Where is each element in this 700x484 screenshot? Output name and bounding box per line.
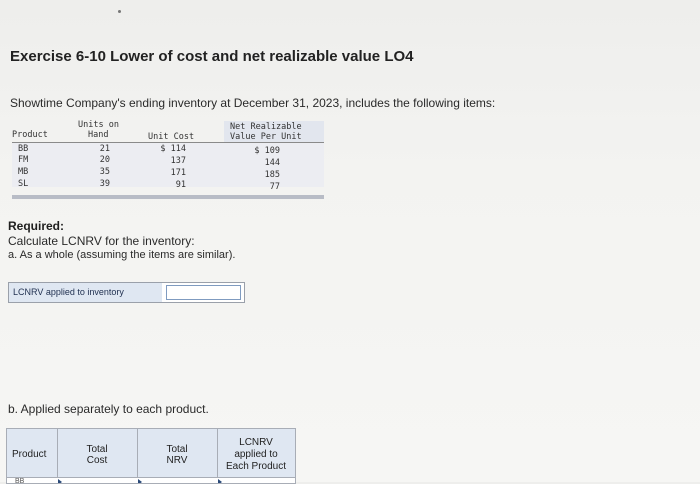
units-cell: 20 (99, 155, 110, 165)
part-b-text: b. Applied separately to each product. (8, 402, 209, 416)
nrv-cell: $ 109 (254, 146, 280, 156)
nrv-cell: 144 (264, 158, 280, 168)
nrv-cell: 185 (264, 170, 280, 180)
units-cell: 35 (99, 167, 110, 177)
product-cell: FM (18, 155, 29, 165)
lcnrv-whole-input[interactable] (166, 285, 241, 300)
units-header-2: Hand (88, 130, 109, 140)
header-rule (12, 142, 324, 143)
product-cell: SL (18, 179, 29, 189)
cost-cell: 171 (170, 168, 186, 178)
lcnrv-whole-label: LCNRV applied to inventory (9, 283, 162, 302)
product-cell: MB (18, 167, 29, 177)
table-row (7, 478, 295, 483)
required-heading: Required: (8, 219, 65, 233)
product-header: Product (12, 130, 48, 140)
product-col-header: Product (12, 449, 47, 460)
cost-cell: 91 (175, 180, 186, 190)
camera-dot (118, 10, 121, 13)
instruction-text: Calculate LCNRV for the inventory: (8, 234, 195, 248)
total-cost-header-2: Cost (86, 455, 108, 466)
total-cost-header-1: Total (86, 444, 108, 455)
product-cell: BB (18, 144, 29, 154)
lcnrv-whole-row (8, 282, 245, 303)
first-row-product: BB (15, 478, 25, 484)
intro-text: Showtime Company's ending inventory at December 31, 2023, includes the following items: (10, 96, 496, 110)
inventory-table (12, 119, 324, 201)
part-a-text: a. As a whole (assuming the items are similar). (8, 249, 236, 261)
total-nrv-header-1: Total (166, 444, 188, 455)
unit-cost-header: Unit Cost (148, 132, 195, 142)
units-header-1: Units on (78, 120, 119, 130)
lcnrv-header-2: applied to (234, 449, 278, 460)
lcnrv-header-1: LCNRV (239, 437, 273, 448)
product-lcnrv-table (6, 428, 296, 484)
total-nrv-header-2: NRV (166, 455, 188, 466)
units-cell: 21 (99, 144, 110, 154)
bottom-rule (12, 195, 324, 199)
nrv-cell: 77 (269, 182, 280, 192)
nrv-header-1: Net Realizable (230, 122, 302, 132)
page-title: Exercise 6-10 Lower of cost and net realizable value LO4 (10, 48, 414, 65)
units-cell: 39 (99, 179, 110, 189)
lcnrv-header-3: Each Product (225, 461, 287, 472)
cost-cell: 137 (170, 156, 186, 166)
cost-cell: $ 114 (160, 144, 186, 154)
nrv-header-2: Value Per Unit (230, 132, 302, 142)
